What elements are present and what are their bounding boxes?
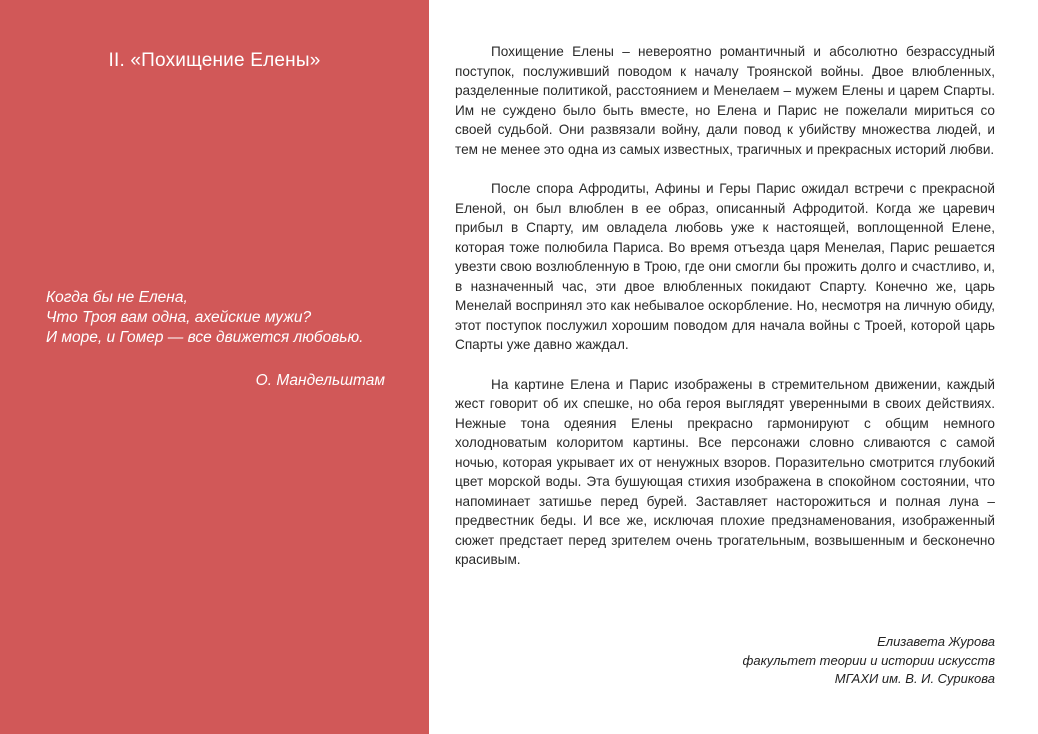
chapter-title: II. «Похищение Елены» (108, 50, 321, 71)
article-paragraph: На картине Елена и Парис изображены в стремительном движении, каждый жест говорит об их спешке, но оба героя выглядят уверенными в своих действиях. Нежные тона одеяния Елены прекрасно гармонируют с общим немного холодноватым колоритом картины. Все персонажи словно сливаются с самой ночью, которая укрывает их от ненужных взоров. Поразительно смотрится глубокий цвет морской воды. Эта бушующая стихия изображена в спокойном состоянии, что напоминает затишье перед бурей. Заставляет насторожиться и полная луна – предвестник беды. И все же, исключая плохие предзнаменования, изображенный сюжет предстает перед зрителем очень трогательным, возвышенным и бесконечно красивым. (455, 376, 995, 567)
author-signature (743, 633, 995, 689)
author-name: Елизавета Журова (877, 634, 995, 649)
epigraph-line: Что Троя вам одна, ахейские мужи? (46, 309, 312, 326)
epigraph-line: Когда бы не Елена, (46, 289, 188, 306)
article-paragraph: После спора Афродиты, Афины и Геры Парис ожидал встречи с прекрасной Еленой, он был влюблен в ее образ, описанный Афродитой. Когда же царевич прибыл в Спарту, им овладела любовь уже к настоящей, воплощенной Елене, которая тоже полюбила Париса. Во время отъезда царя Менелая, Парис решается увезти свою возлюбленную в Трою, где они смогли бы прожить долго и счастливо, и, в назначенный час, эти двое влюбленных покидают Спарту. Конечно же, царь Менелай воспринял это как небывалое оскорбление. Но, несмотря на личную обиду, этот поступок послужил хорошим поводом для начала войны с Троей, которой царь Спарты уже давно жаждал. (455, 181, 995, 352)
article-body (455, 42, 995, 590)
epigraph-author: О. Мандельштам (255, 372, 385, 389)
left-panel (0, 0, 429, 734)
author-institution: МГАХИ им. В. И. Сурикова (834, 671, 995, 686)
article-paragraph: Похищение Елены – невероятно романтичный и абсолютно безрассудный поступок, послуживший поводом к началу Троянской войны. Двое влюбленных, разделенные политикой, расстоянием и Менелаем – мужем Елены и царем Спарты. Им не суждено было быть вместе, но Елена и Парис не пожелали мириться со своей судьбой. Они развязали войну, дали повод к убийству множества людей, и тем не менее это одна из самых известных, трагичных и прекрасных историй любви. (455, 44, 995, 157)
author-faculty: факультет теории и истории искусств (742, 652, 995, 668)
epigraph (46, 288, 391, 348)
epigraph-line: И море, и Гомер — все движется любовью. (46, 329, 364, 346)
